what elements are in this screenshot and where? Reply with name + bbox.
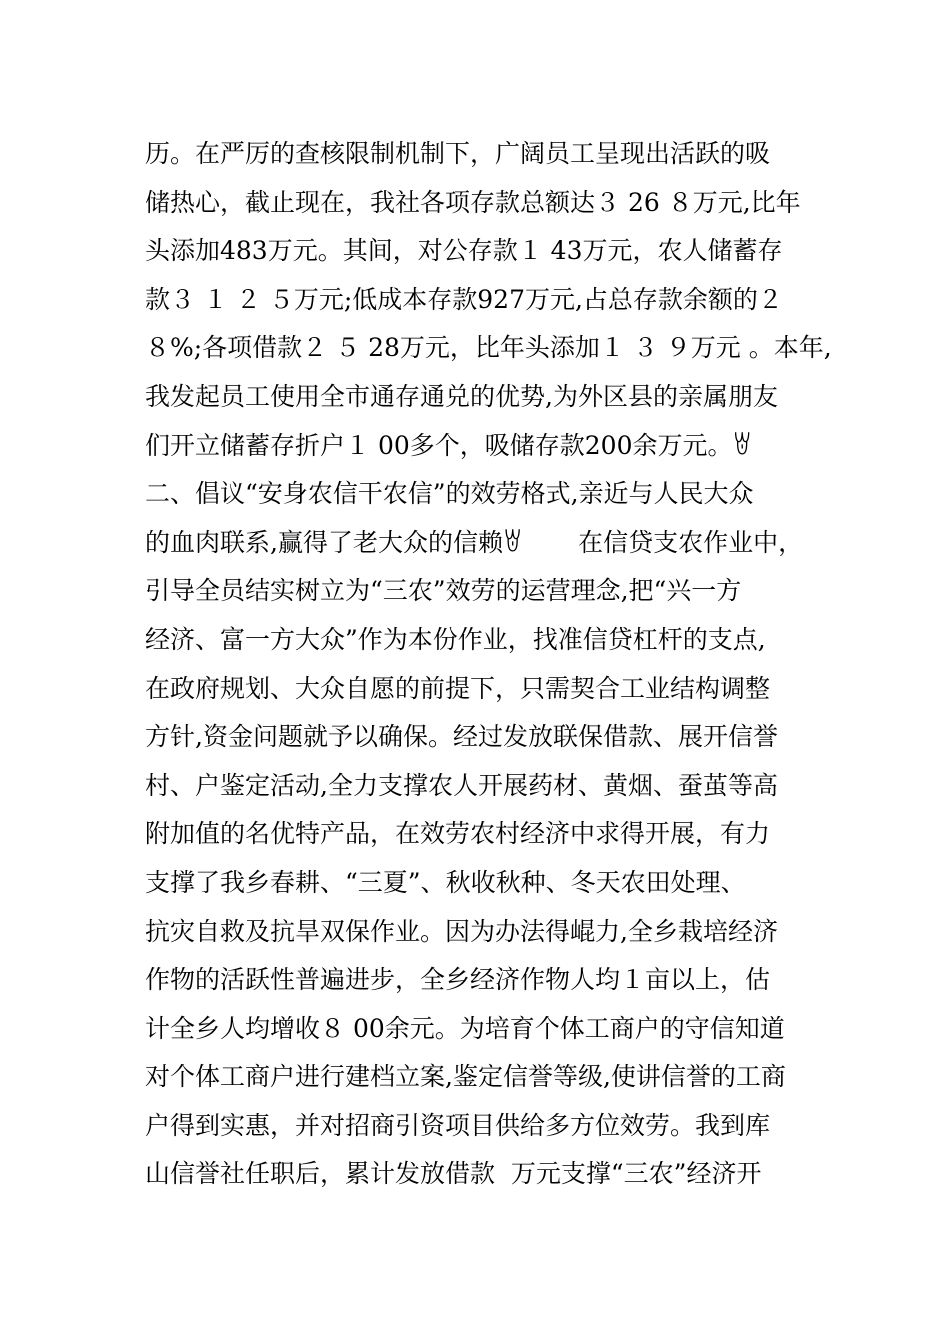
text-line: 附加值的名优特产品，在效劳农村经济中求得开展，有力 xyxy=(145,819,771,849)
text-line: 们开立储蓄存折户１ 00多个，吸储存款200余万元。ꇐ xyxy=(145,430,753,460)
text-line: 村、户鉴定活动,全力支撑农人开展药材、黄烟、蚕茧等高 xyxy=(145,770,778,800)
text-line: 作物的活跃性普遍进步，全乡经济作物人均１亩以上，估 xyxy=(145,965,771,995)
text-line: 款３ １ ２ ５万元;低成本存款927万元,占总存款余额的２ xyxy=(145,284,783,314)
text-line: 我发起员工使用全市通存通兑的优势,为外区县的亲属朋友 xyxy=(145,381,778,411)
text-line: 对个体工商户进行建档立案,鉴定信誉等级,使讲信誉的工商 xyxy=(145,1062,786,1092)
text-line: 的血肉联系,赢得了老大众的信赖ꇐ 在信贷支农作业中， xyxy=(145,527,804,557)
text-line: 户得到实惠，并对招商引资项目供给多方位效劳。我到库 xyxy=(145,1110,771,1140)
text-line: 在政府规划、大众自愿的前提下，只需契合工业结构调整 xyxy=(145,673,771,703)
text-line: 引导全员结实树立为“三农”效劳的运营理念,把“兴一方 xyxy=(145,576,742,606)
text-line: 支撑了我乡春耕、“三夏”、秋收秋种、冬天农田处理、 xyxy=(145,867,746,897)
body-text xyxy=(145,130,845,1199)
text-line: 方针,资金问题就予以确保。经过发放联保借款、展开信誉 xyxy=(145,722,778,752)
text-line: ８%;各项借款２ ５ 28万元，比年头添加１ ３ ９万元 。本年, xyxy=(145,333,832,363)
text-line: 计全乡人均增收８ 00余元。为培育个体工商户的守信知道 xyxy=(145,1013,785,1043)
text-line: 二、倡议“安身农信干农信”的效劳格式,亲近与人民大众 xyxy=(145,479,754,509)
text-line: 经济、富一方大众”作为本份作业，找准信贷杠杆的支点, xyxy=(145,624,766,654)
text-line: 储热心，截止现在，我社各项存款总额达３ 26 ８万元,比年 xyxy=(145,187,801,217)
text-line: 头添加483万元。其间，对公存款１ 43万元，农人储蓄存 xyxy=(145,236,783,266)
text-line: 历。在严厉的查核限制机制下，广阔员工呈现出活跃的吸 xyxy=(145,139,771,168)
text-line: 抗灾自救及抗旱双保作业。因为办法得崐力,全乡栽培经济 xyxy=(145,916,778,946)
text-line: 山信誉社任职后，累计发放借款 万元支撑“三农”经济开 xyxy=(145,1159,762,1189)
